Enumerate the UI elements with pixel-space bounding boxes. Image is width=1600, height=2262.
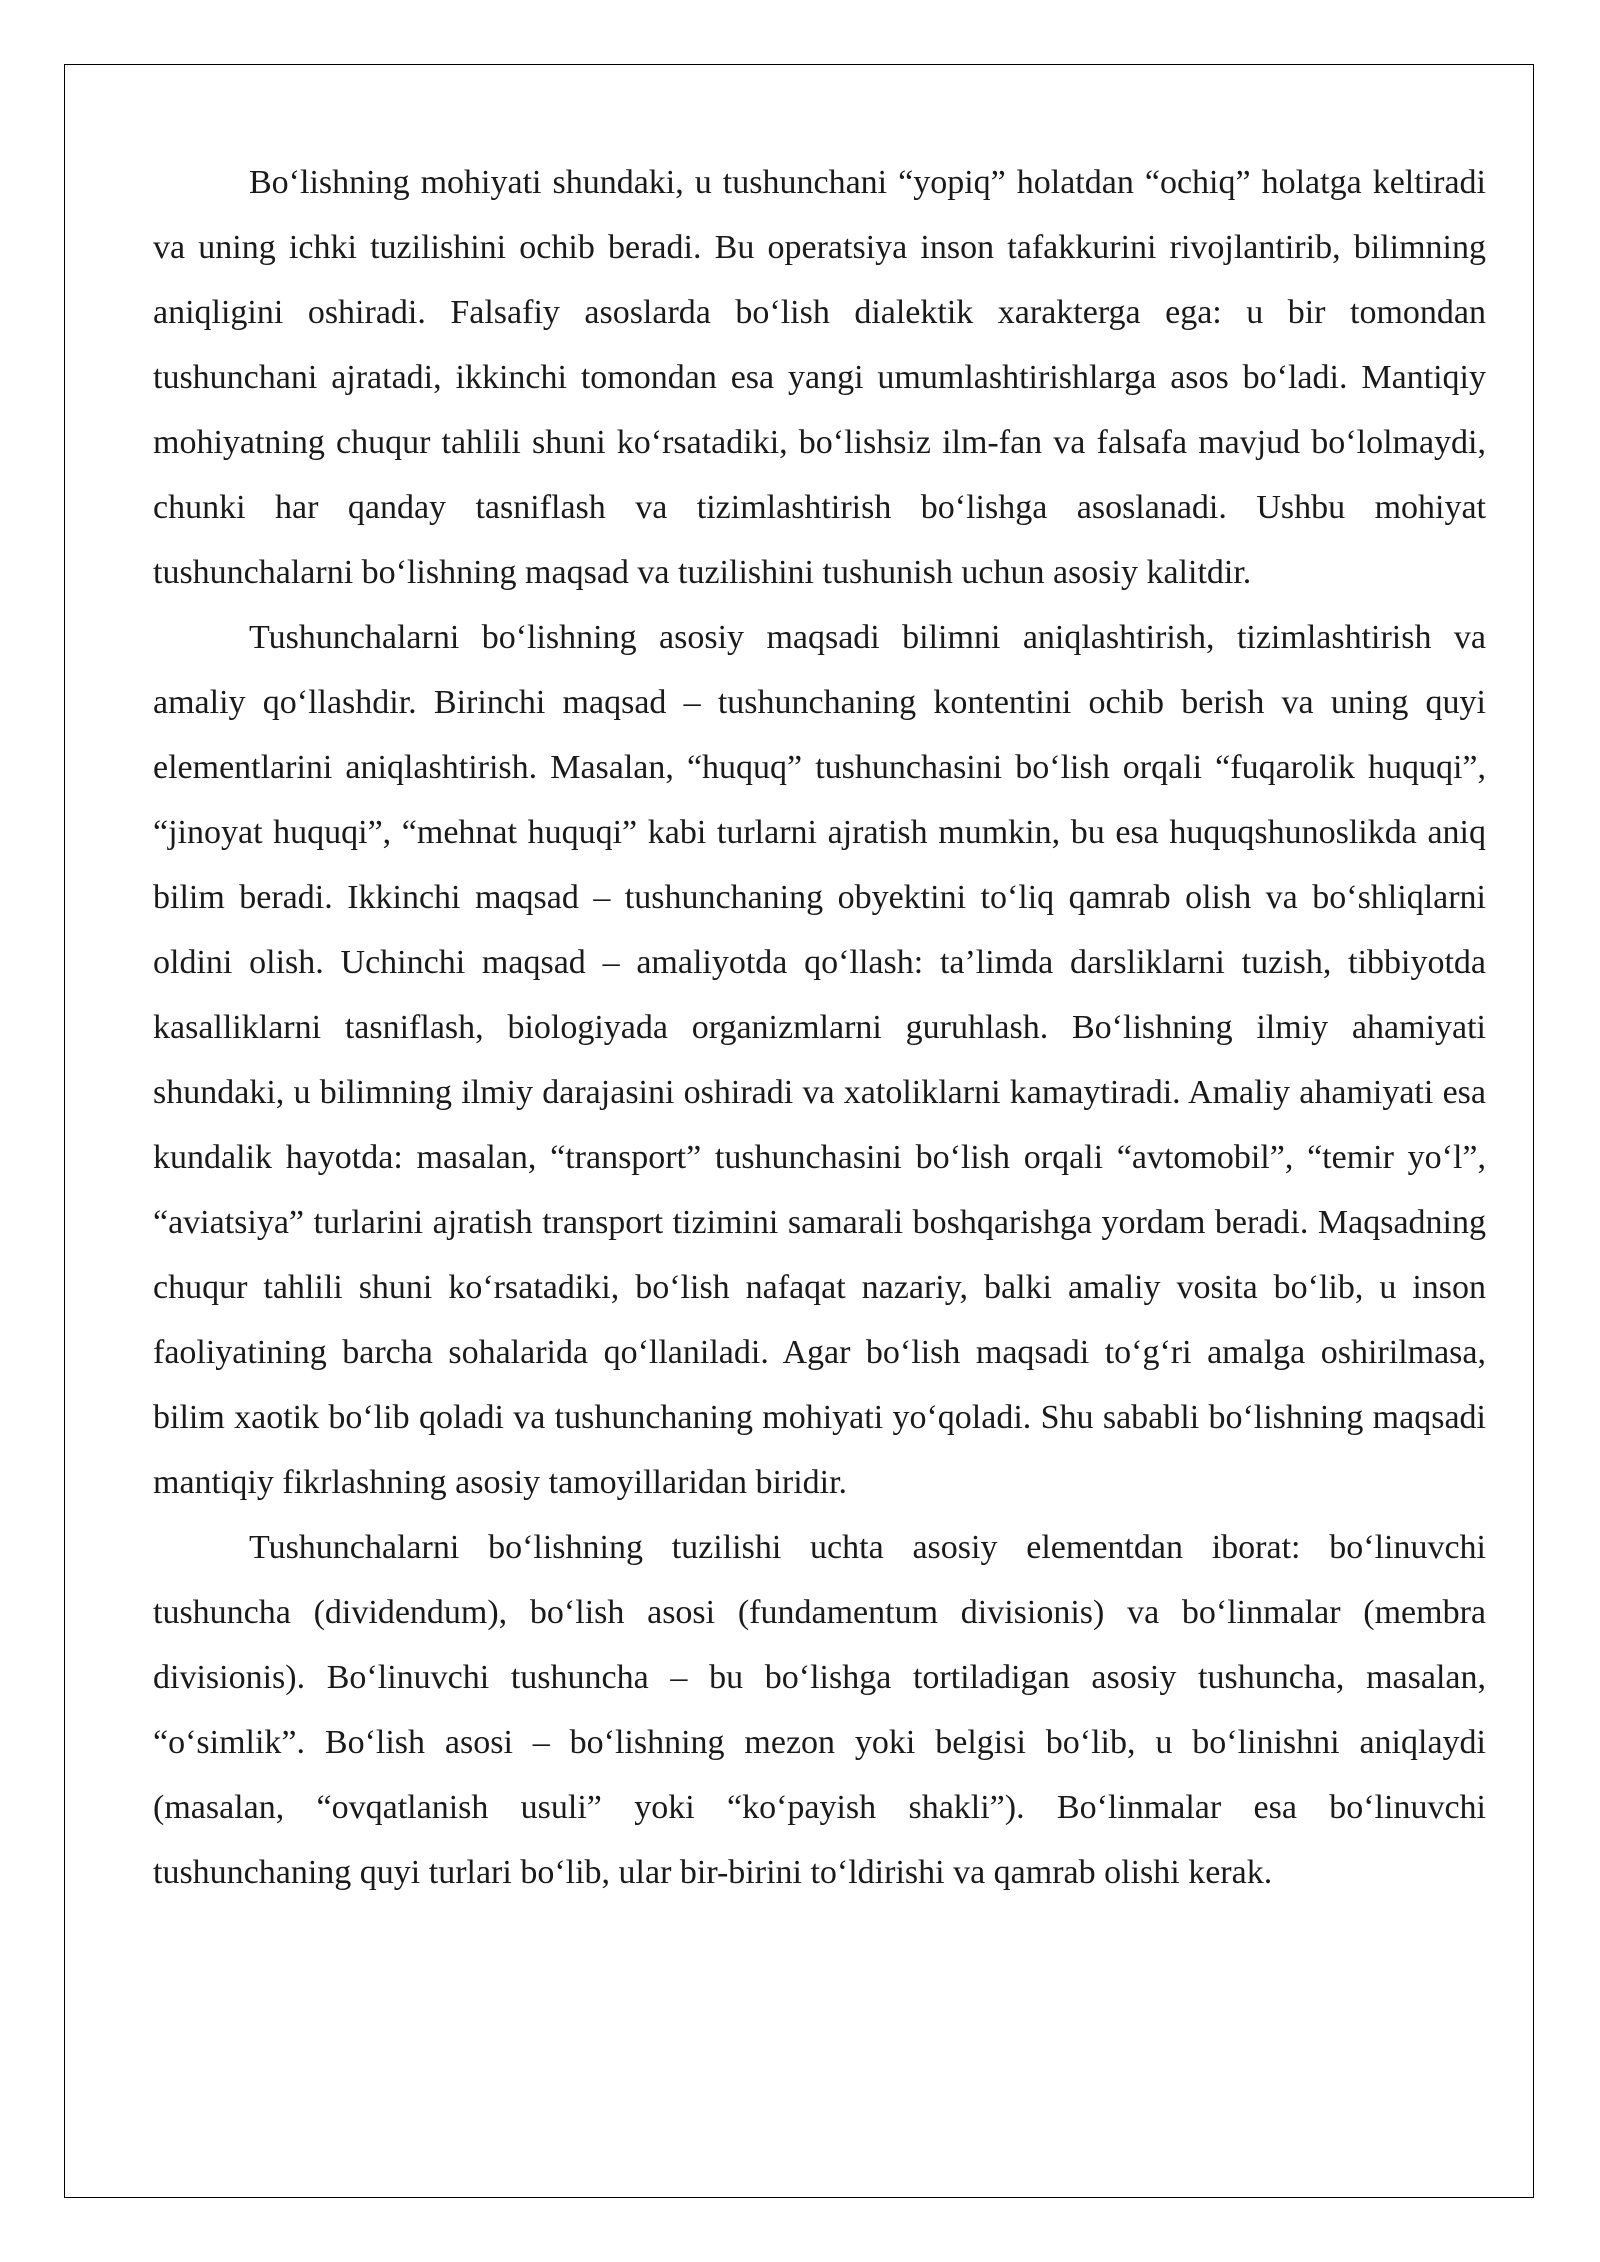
- document-body: [153, 150, 1486, 1905]
- paragraph-structure: Tushunchalarni bo‘lishning tuzilishi uchta asosiy elementdan iborat: bo‘linuvchi tushuncha (dividendum), bo‘lish asosi (fundamentum divisionis) va bo‘linmalar (membra divisionis). Bo‘linuvchi tushuncha – bu bo‘lishga tortiladigan asosiy tushuncha, masalan, “o‘simlik”. Bo‘lish asosi – bo‘lishning mezon yoki belgisi bo‘lib, u bo‘linishni aniqlaydi (masalan, “ovqatlanish usuli” yoki “ko‘payish shakli”). Bo‘linmalar esa bo‘linuvchi tushunchaning quyi turlari bo‘lib, ular bir-birini to‘ldirishi va qamrab olishi kerak.: [153, 1529, 1486, 1891]
- paragraph-purpose: Tushunchalarni bo‘lishning asosiy maqsadi bilimni aniqlashtirish, tizimlashtirish va amaliy qo‘llashdir. Birinchi maqsad – tushunchaning kontentini ochib berish va uning quyi elementlarini aniqlashtirish. Masalan, “huquq” tushunchasini bo‘lish orqali “fuqarolik huquqi”, “jinoyat huquqi”, “mehnat huquqi” kabi turlarni ajratish mumkin, bu esa huquqshunoslikda aniq bilim beradi. Ikkinchi maqsad – tushunchaning obyektini to‘liq qamrab olish va bo‘shliqlarni oldini olish. Uchinchi maqsad – amaliyotda qo‘llash: ta’limda darsliklarni tuzish, tibbiyotda kasalliklarni tasniflash, biologiyada organizmlarni guruhlash. Bo‘lishning ilmiy ahamiyati shundaki, u bilimning ilmiy darajasini oshiradi va xatoliklarni kamaytiradi. Amaliy ahamiyati esa kundalik hayotda: masalan, “transport” tushunchasini bo‘lish orqali “avtomobil”, “temir yo‘l”, “aviatsiya” turlarini ajratish transport tizimini samarali boshqarishga yordam beradi. Maqsadning chuqur tahlili shuni ko‘rsatadiki, bo‘lish nafaqat nazariy, balki amaliy vosita bo‘lib, u inson faoliyatining barcha sohalarida qo‘llaniladi. Agar bo‘lish maqsadi to‘g‘ri amalga oshirilmasa, bilim xaotik bo‘lib qoladi va tushunchaning mohiyati yo‘qoladi. Shu sababli bo‘lishning maqsadi mantiqiy fikrlashning asosiy tamoyillaridan biridir.: [153, 619, 1486, 1501]
- paragraph-essence: Bo‘lishning mohiyati shundaki, u tushunchani “yopiq” holatdan “ochiq” holatga keltiradi va uning ichki tuzilishini ochib beradi. Bu operatsiya inson tafakkurini rivojlantirib, bilimning aniqligini oshiradi. Falsafiy asoslarda bo‘lish dialektik xarakterga ega: u bir tomondan tushunchani ajratadi, ikkinchi tomondan esa yangi umumlashtirishlarga asos bo‘ladi. Mantiqiy mohiyatning chuqur tahlili shuni ko‘rsatadiki, bo‘lishsiz ilm-fan va falsafa mavjud bo‘lolmaydi, chunki har qanday tasniflash va tizimlashtirish bo‘lishga asoslanadi. Ushbu mohiyat tushunchalarni bo‘lishning maqsad va tuzilishini tushunish uchun asosiy kalitdir.: [153, 164, 1486, 591]
